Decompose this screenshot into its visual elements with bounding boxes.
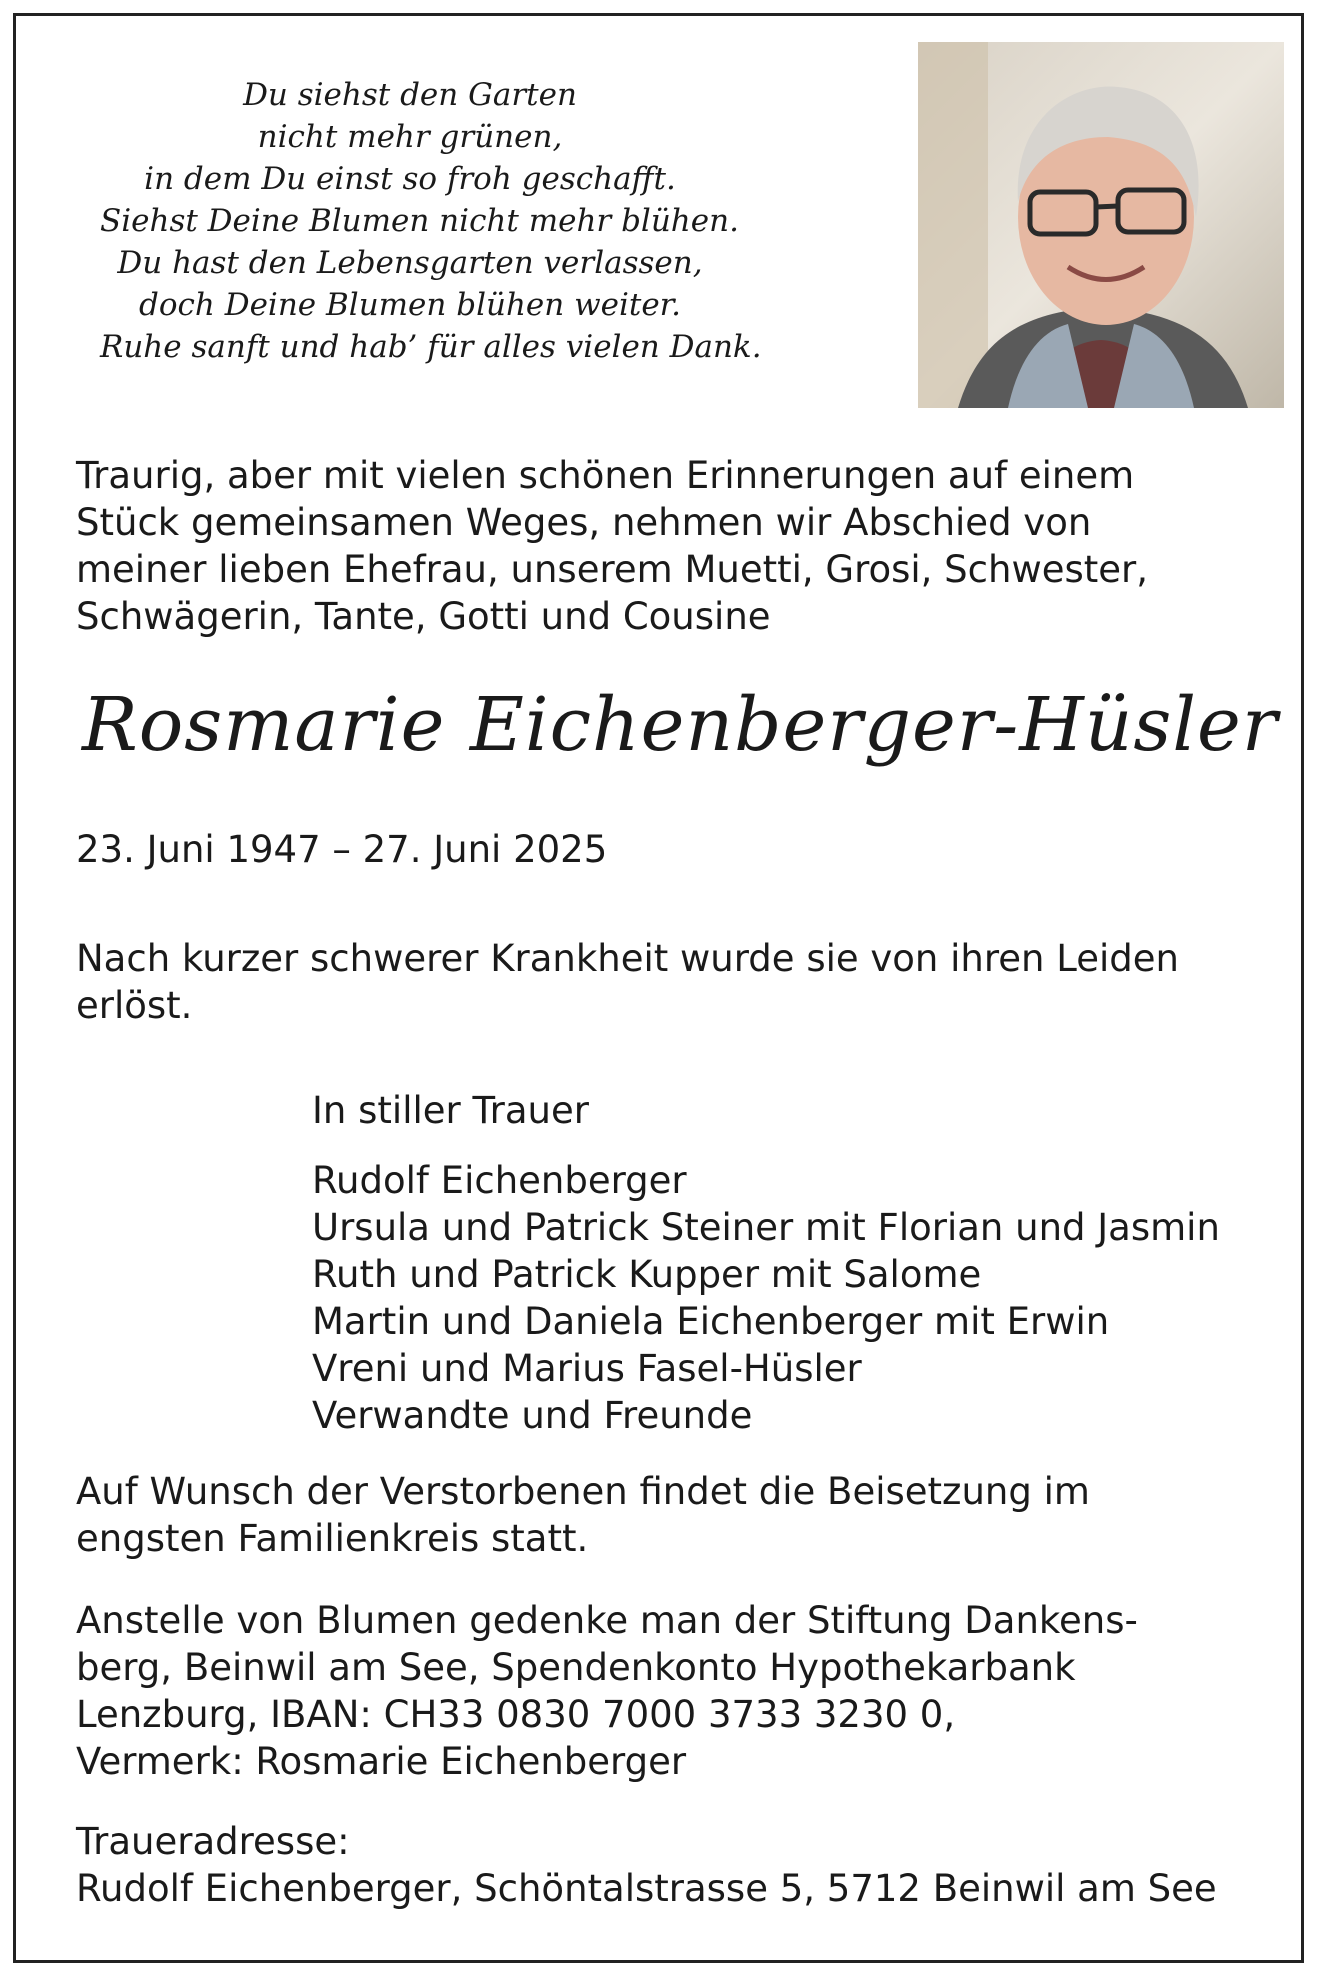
- intro-line: Stück gemeinsamen Weges, nehmen wir Abschied von: [76, 501, 1092, 544]
- mourner: Ursula und Patrick Steiner mit Florian und Jasmin: [312, 1206, 1220, 1249]
- address-label: Traueradresse:: [76, 1820, 350, 1863]
- poem-line: Ruhe sanft und hab’ für alles vielen Dank.: [100, 329, 762, 365]
- illness-text: [76, 935, 1179, 1029]
- poem-line: Du siehst den Garten: [243, 77, 577, 113]
- mourner: Martin und Daniela Eichenberger mit Erwin: [312, 1300, 1110, 1343]
- intro-line: meiner lieben Ehefrau, unserem Muetti, Grosi, Schwester,: [76, 548, 1149, 591]
- illness-line: Nach kurzer schwerer Krankheit wurde sie von ihren Leiden: [76, 937, 1179, 980]
- donation-line: berg, Beinwil am See, Spendenkonto Hypothekarbank: [76, 1646, 1076, 1689]
- poem-line: in dem Du einst so froh geschafft.: [144, 161, 676, 197]
- intro-line: Schwägerin, Tante, Gotti und Cousine: [76, 595, 771, 638]
- mourning-heading: In stiller Trauer: [312, 1089, 589, 1132]
- life-dates: 23. Juni 1947 – 27. Juni 2025: [76, 828, 608, 871]
- donation-line: Lenzburg, IBAN: CH33 0830 7000 3733 3230 0,: [76, 1693, 956, 1736]
- portrait-photo: [918, 42, 1284, 408]
- mourning-address: [76, 1818, 1217, 1912]
- illness-line: erlöst.: [76, 984, 193, 1027]
- poem: [100, 74, 762, 368]
- mourner: Verwandte und Freunde: [312, 1394, 753, 1437]
- donation-line: Vermerk: Rosmarie Eichenberger: [76, 1740, 687, 1783]
- poem-line: Du hast den Lebensgarten verlassen,: [117, 245, 703, 281]
- poem-line: nicht mehr grünen,: [257, 119, 563, 155]
- donation-line: Anstelle von Blumen gedenke man der Stiftung Dankens-: [76, 1599, 1138, 1642]
- burial-line: engsten Familienkreis statt.: [76, 1517, 589, 1560]
- mourner: Ruth und Patrick Kupper mit Salome: [312, 1253, 982, 1296]
- donation-text: [76, 1597, 1138, 1785]
- burial-text: [76, 1468, 1090, 1562]
- burial-line: Auf Wunsch der Verstorbenen findet die Beisetzung im: [76, 1470, 1090, 1513]
- address-line: Rudolf Eichenberger, Schöntalstrasse 5, 5712 Beinwil am See: [76, 1867, 1217, 1910]
- poem-line: Siehst Deine Blumen nicht mehr blühen.: [100, 203, 739, 239]
- mourner: Vreni und Marius Fasel-Hüsler: [312, 1347, 862, 1390]
- mourners-list: [312, 1157, 1220, 1439]
- intro-line: Traurig, aber mit vielen schönen Erinnerungen auf einem: [76, 454, 1135, 497]
- mourner: Rudolf Eichenberger: [312, 1159, 687, 1202]
- poem-line: doch Deine Blumen blühen weiter.: [139, 287, 681, 323]
- deceased-name: Rosmarie Eichenberger-Hüsler: [82, 682, 1279, 768]
- intro-text: [76, 452, 1148, 640]
